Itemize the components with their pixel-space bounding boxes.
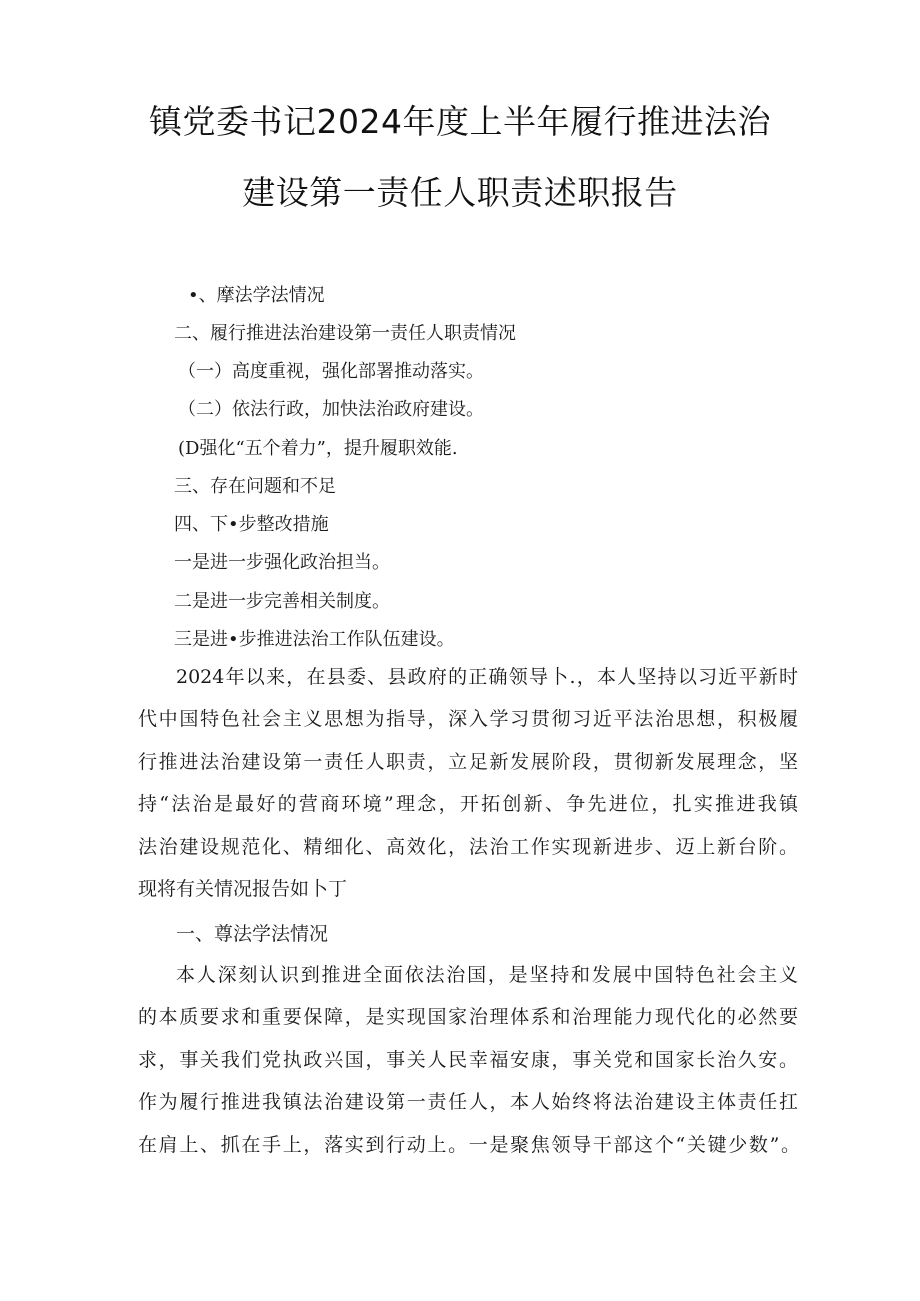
paragraph-line: 2024年以来，在县委、县政府的正确领导卜.，本人坚持以习近平新时 [176, 666, 798, 688]
paragraph-line: 本人深刻认识到推进全面依法治国，是坚持和发展中国特色社会主义 [176, 964, 798, 986]
document-title-line-1: 镇党委书记2024年度上半年履行推进法治 [149, 102, 771, 141]
outline-item: 三、存在问题和不足 [174, 476, 336, 497]
outline-item: 二是进一步完善相关制度。 [174, 591, 390, 612]
paragraph-line: 代中国特色社会主义思想为指导，深入学习贯彻习近平法治思想，积极履 [138, 708, 798, 730]
paragraph-line: 法治建设规范化、精细化、高效化，法治工作实现新进步、迈上新台阶。 [138, 836, 798, 858]
outline-item: （二）依法行政，加快法治政府建设。 [178, 399, 484, 420]
outline-item: 四、下•步整改措施 [174, 514, 329, 535]
outline-item: （一）高度重视，强化部署推动落实。 [178, 361, 484, 382]
outline-item: •、摩法学法情况 [188, 285, 325, 306]
paragraph-line: 作为履行推进我镇法治建设第一责任人，本人始终将法治建设主体责任扛 [138, 1091, 798, 1113]
outline-item: 二、履行推进法治建设第一责任人职责情况 [174, 323, 516, 344]
outline-item: 一是进一步强化政治担当。 [174, 552, 390, 573]
section-heading: 一、尊法学法情况 [176, 923, 329, 945]
paragraph-line: 行推进法治建设第一责任人职责，立足新发展阶段，贯彻新发展理念，坚 [138, 751, 798, 773]
document-title-line-2: 建设第一责任人职责述职报告 [242, 173, 678, 212]
paragraph-line: 持“法治是最好的营商环境”理念，开拓创新、争先进位，扎实推进我镇 [138, 793, 798, 815]
outline-item: 三是进•步推进法治工作队伍建设。 [174, 629, 455, 650]
paragraph-line: 在肩上、抓在手上，落实到行动上。一是聚焦领导干部这个“关键少数”。 [138, 1134, 800, 1156]
paragraph-line: 求，事关我们党执政兴国，事关人民幸福安康，事关党和国家长治久安。 [138, 1049, 798, 1071]
paragraph-line: 的本质要求和重要保障，是实现国家治理体系和治理能力现代化的必然要 [138, 1006, 798, 1028]
outline-item: (D强化“五个着力”，提升履职效能. [178, 438, 458, 459]
paragraph-line: 现将有关情况报告如卜丁 [138, 878, 348, 900]
